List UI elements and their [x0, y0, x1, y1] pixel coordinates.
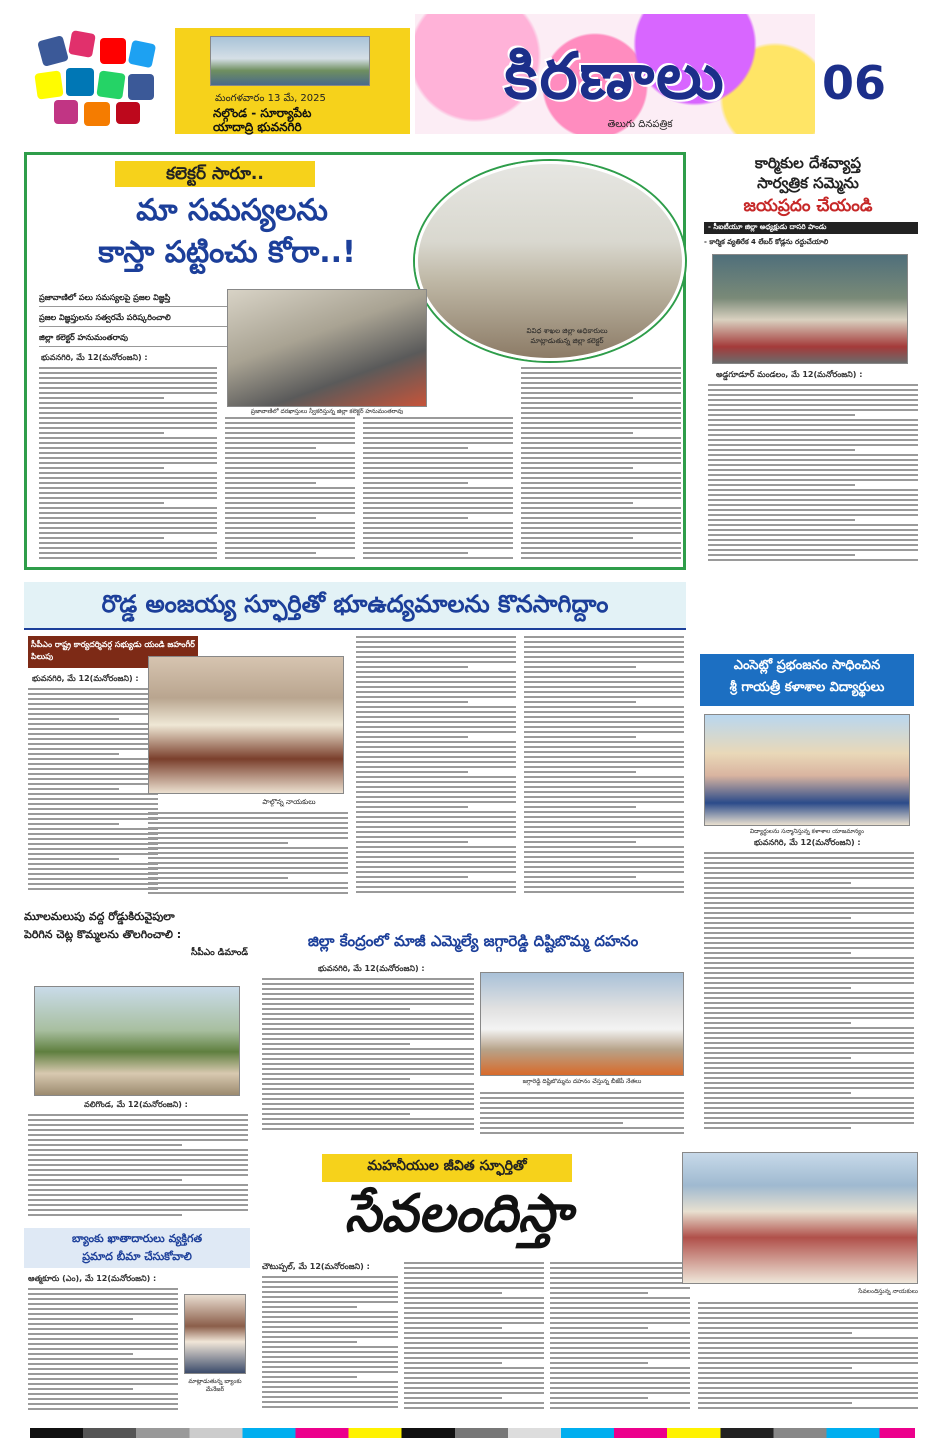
- effigy-photo: [480, 972, 684, 1076]
- anjayya-body-col1: [28, 688, 158, 898]
- eamcet-headline1: ఎంసెట్లో ప్రభంజనం సాధించిన: [733, 658, 881, 673]
- anjayya-dateline: భువనగిరి, మే 12(మనోరంజని) :: [32, 674, 139, 683]
- bank-photo-caption: మాట్లాడుతున్న బ్యాంకు మేనేజర్: [188, 1378, 242, 1393]
- trees-story: [24, 908, 250, 1224]
- paper-name: కిరణాలు: [504, 40, 726, 114]
- collector-headline2: కాస్తా పట్టించు కోరా..!: [98, 235, 356, 270]
- seva-photo: [682, 1152, 918, 1284]
- eamcet-photo-caption: విద్యార్థులను సన్మానిస్తున్న కళాశాల యాజమాన్యం: [749, 828, 865, 835]
- effigy-photo-caption: జగ్గారెడ్డి దిష్టిబొమ్మను దహనం చేస్తున్న బీజేపీ నేతలు: [522, 1078, 642, 1085]
- collector-bullet-1: ప్రజావాణిలో పలు సమస్యలపై ప్రజల విజ్ఞప్తి: [39, 291, 229, 307]
- workers-bullet-2: - కార్మిక వ్యతిరేక 4 లేబర్ కోడ్లను రద్దుచేయాలి: [704, 238, 829, 246]
- seva-body-col1: [262, 1276, 398, 1416]
- workers-dateline: అడ్డగూడూర్ మండలం, మే 12(మనోరంజని) :: [716, 370, 863, 379]
- seva-story: [258, 1150, 922, 1418]
- anjayya-body-col4: [524, 636, 684, 898]
- anjayya-story: [24, 636, 686, 898]
- trees-headline1: మూలమలుపు వద్ద రోడ్డుకిరువైపులా: [24, 910, 175, 923]
- anjayya-photo: [148, 656, 344, 794]
- effigy-headline: జిల్లా కేంద్రంలో మాజీ ఎమ్మెల్యే జగ్గారెడ్డి దిష్టిబొమ్మ దహనం: [307, 932, 639, 950]
- anjayya-kicker: సీపీఎం రాష్ట్ర కార్యదర్శివర్గ సభ్యుడు యండి జహంగీర్ పిలుపు: [28, 636, 198, 668]
- collector-body-col4: [521, 367, 681, 565]
- collector-desk-photo: [227, 289, 427, 407]
- seva-body-col4: [698, 1302, 918, 1416]
- trees-body: [28, 1114, 248, 1222]
- workers-headline3: జయప్రదం చేయండి: [743, 196, 873, 216]
- trees-byline: సీపీఎం డిమాండ్: [190, 948, 248, 958]
- eamcet-headline2: శ్రీ గాయత్రీ కళాశాల విద్యార్థులు: [729, 680, 885, 695]
- trees-photo: [34, 986, 240, 1096]
- seva-headline: సేవలందిస్తా: [344, 1184, 572, 1244]
- collector-bullet-3: జిల్లా కలెక్టర్ హనుమంతరావు: [39, 331, 229, 347]
- dam-photo: [210, 36, 370, 86]
- effigy-story: [258, 926, 688, 1138]
- seva-body-col2: [404, 1262, 544, 1416]
- effigy-body-col2: [480, 1092, 684, 1138]
- anjayya-banner: [24, 582, 686, 630]
- seva-dateline: చౌటుప్పల్, మే 12(మనోరంజని) :: [262, 1262, 370, 1271]
- seva-body-col3: [550, 1262, 690, 1416]
- workers-body: [708, 384, 918, 566]
- collector-headline1: మా సమస్యలను: [136, 193, 328, 228]
- bank-headline1: బ్యాంకు ఖాతాదారులు వ్యక్తిగత: [71, 1232, 203, 1245]
- workers-headline2: సార్వత్రిక సమ్మెను: [757, 174, 859, 192]
- paper-tagline: తెలుగు దినపత్రిక: [607, 119, 673, 130]
- workers-headline1: కార్మికుల దేశవ్యాప్త: [754, 154, 862, 172]
- anjayya-headline: రొడ్డ అంజయ్య స్ఫూర్తితో భూఉద్యమాలను కొనసాగిద్దాం: [101, 590, 609, 618]
- collector-body-col2: [225, 417, 355, 565]
- seva-photo-caption: సేవలందిస్తున్న నాయకులు: [858, 1288, 918, 1295]
- collector-kicker: కలెక్టర్ సారూ..: [115, 161, 315, 187]
- collector-photo-caption1: ప్రజావాణిలో దరఖాస్తులు స్వీకరిస్తున్న జిల్లా కలెక్టర్ హనుమంతరావు: [250, 408, 404, 415]
- bank-headline2: ప్రమాద బీమా చేసుకోవాలి: [82, 1250, 192, 1263]
- social-media-cubes-image: [30, 28, 170, 128]
- eamcet-story: [694, 582, 922, 1138]
- workers-bullet-1: - సీఐటీయూ జిల్లా అధ్యక్షుడు దాసరి పాండు: [704, 222, 918, 234]
- page-number: 06: [822, 56, 887, 110]
- workers-story: [694, 152, 922, 570]
- workers-photo: [712, 254, 908, 364]
- collector-story-box: [24, 152, 686, 570]
- masthead-region-line1: నల్గొండ - సూర్యాపేట: [213, 106, 312, 120]
- trees-dateline: వలిగొండ, మే 12(మనోరంజని) :: [84, 1100, 188, 1109]
- bank-dateline: ఆత్మకూరు (ఎం), మే 12(మనోరంజని) :: [28, 1274, 157, 1283]
- region-panel: [175, 28, 410, 134]
- collector-dateline: భువనగిరి, మే 12(మనోరంజని) :: [41, 353, 148, 362]
- collector-body-col1: [39, 367, 217, 565]
- trees-headline2: పెరిగిన చెట్ల కొమ్మలను తొలగించాలి :: [24, 928, 182, 941]
- anjayya-photo-caption: పాల్గొన్న నాయకులు: [262, 798, 316, 806]
- effigy-body-col1: [262, 978, 474, 1138]
- collector-photo-caption2: వివిధ శాఖల జిల్లా అధికారులు మాట్లాడుతున్న జిల్లా కలెక్టర్: [526, 327, 608, 345]
- eamcet-body: [704, 852, 914, 1134]
- masthead-region-line2: యాదాద్రి భువనగిరి: [213, 120, 302, 134]
- anjayya-body-col2: [148, 812, 348, 898]
- eamcet-dateline: భువనగిరి, మే 12(మనోరంజని) :: [754, 838, 861, 847]
- anjayya-body-col3: [356, 636, 516, 898]
- masthead: [0, 0, 945, 148]
- masthead-date: మంగళవారం 13 మే, 2025: [215, 93, 326, 104]
- seva-kicker: మహనీయుల జీవిత స్ఫూర్తితో: [367, 1158, 527, 1174]
- effigy-dateline: భువనగిరి, మే 12(మనోరంజని) :: [318, 964, 425, 973]
- bank-story: [24, 1228, 250, 1418]
- bank-photo: [184, 1294, 246, 1374]
- bank-body: [28, 1288, 178, 1416]
- color-registration-strip: [30, 1428, 915, 1438]
- collector-bullet-2: ప్రజల విజ్ఞప్తులను సత్వరమే పరిష్కరించాలి: [39, 311, 229, 327]
- eamcet-photo: [704, 714, 910, 826]
- collector-body-col3: [363, 417, 513, 565]
